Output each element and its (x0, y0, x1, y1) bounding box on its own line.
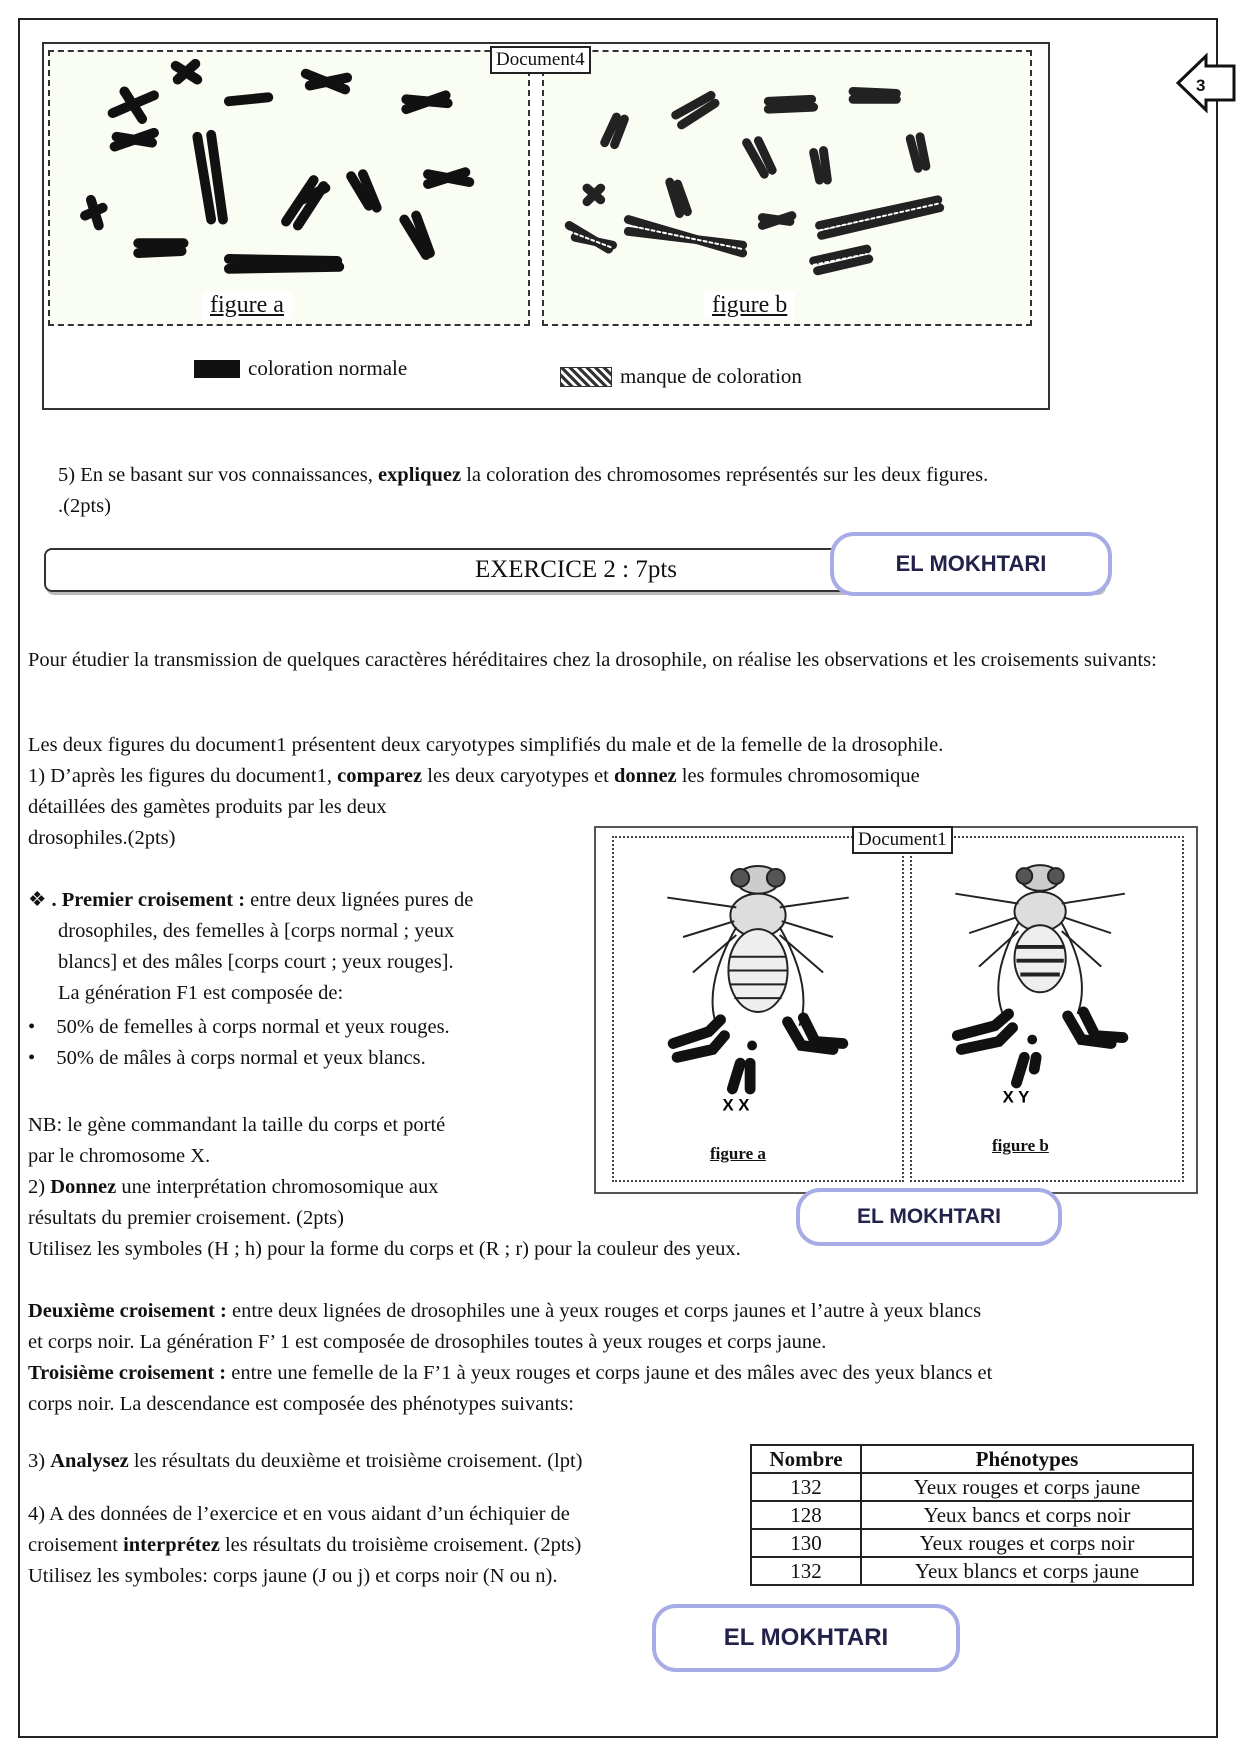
column-header-nombre: Nombre (751, 1445, 861, 1473)
document4-figure (42, 42, 1050, 410)
chromosomes-missing-coloration-image (544, 52, 1030, 324)
document1-description: Les deux figures du document1 présentent deux caryotypes simplifiés du male et de la femelle de la drosophile. (28, 734, 944, 756)
page-tab-arrow-icon (1176, 52, 1236, 114)
table-cell-phenotype: Yeux rouges et corps noir (861, 1529, 1193, 1557)
question-5: 5) En se basant sur vos connaissances, expliquez la coloration des chromosomes représentés sur les deux figures. .(2pts) (58, 464, 989, 517)
question-2: 2) Donnez une interprétation chromosomique aux résultats du premier croisement. (2pts) (28, 1176, 439, 1229)
male-sex-chromosomes-label: X Y (1002, 1087, 1030, 1107)
female-sex-chromosomes-label: X X (722, 1095, 750, 1115)
table-header-row (751, 1445, 1193, 1473)
legend-missing-label: manque de coloration (620, 364, 802, 388)
document4-figure-a-caption: figure a (202, 292, 292, 319)
table-row (751, 1473, 1193, 1501)
document1-label: Document1 (852, 826, 953, 854)
document1-figure-b-caption: figure b (992, 1136, 1049, 1155)
table-row (751, 1557, 1193, 1585)
document1-figure-a-panel (612, 836, 904, 1182)
document4-figure-b-caption: figure b (704, 292, 795, 319)
bullet-dot-icon: • (28, 1016, 36, 1038)
table-cell-phenotype: Yeux bancs et corps noir (861, 1501, 1193, 1529)
f1-result-bullet-1: • 50% de femelles à corps normal et yeux rouges. (28, 1016, 450, 1038)
document4-figure-b-panel (542, 50, 1032, 326)
table-row (751, 1529, 1193, 1557)
symbols-instruction: Utilisez les symboles (H ; h) pour la forme du corps et (R ; r) pour la couleur des yeux. (28, 1238, 741, 1260)
chromosomes-normal-coloration-image (50, 52, 528, 324)
document1-figure-b-panel (910, 836, 1184, 1182)
first-cross: ❖ . Premier croisement : entre deux lignées pures de drosophiles, des femelles à [corps normal ; yeux blancs] et des mâles [corps court ; yeux rouges]. La génération F1 est composée de: (28, 889, 474, 1004)
document1-figure-a-caption: figure a (710, 1144, 766, 1163)
table-cell-count: 132 (751, 1557, 861, 1585)
question-5-points: .(2pts) (58, 495, 111, 517)
page-number: 3 (1196, 76, 1206, 95)
column-header-phenotypes: Phénotypes (861, 1445, 1193, 1473)
black-swatch-icon (194, 360, 240, 378)
document4-figure-a-panel (48, 50, 530, 326)
f1-result-bullet-2: • 50% de mâles à corps normal et yeux blancs. (28, 1047, 426, 1069)
bullet-dot-icon: • (28, 1047, 36, 1069)
hatched-swatch-icon (560, 367, 612, 387)
legend-missing-coloration (560, 364, 802, 389)
exercise-intro: Pour étudier la transmission de quelques caractères héréditaires chez la drosophile, on réalise les observations et les croisements suivants: (28, 649, 1157, 671)
diamond-bullet-icon: ❖ (28, 889, 47, 911)
table-cell-count: 130 (751, 1529, 861, 1557)
document1-figure (594, 826, 1198, 1194)
female-drosophila-karyotype-image (614, 838, 902, 1180)
legend-normal-label: coloration normale (248, 356, 408, 380)
legend-normal-coloration (194, 356, 407, 381)
watermark-stamp-2: EL MOKHTARI (796, 1188, 1062, 1246)
watermark-stamp-3: EL MOKHTARI (652, 1604, 960, 1672)
table-cell-phenotype: Yeux blancs et corps jaune (861, 1557, 1193, 1585)
question-1-continued: détaillées des gamètes produits par les deux drosophiles.(2pts) (28, 796, 387, 849)
table-cell-phenotype: Yeux rouges et corps jaune (861, 1473, 1193, 1501)
table-cell-count: 132 (751, 1473, 861, 1501)
document4-label: Document4 (490, 46, 591, 74)
nb-note: NB: le gène commandant la taille du corps et porté par le chromosome X. (28, 1114, 446, 1167)
phenotype-table (750, 1444, 1194, 1586)
table-row (751, 1501, 1193, 1529)
question-1: 1) D’après les figures du document1, comparez les deux caryotypes et donnez les formules chromosomique (28, 765, 920, 787)
watermark-stamp-1: EL MOKHTARI (830, 532, 1112, 596)
male-drosophila-karyotype-image (912, 838, 1182, 1180)
exercise-2-title: EXERCICE 2 : 7pts (474, 556, 678, 583)
questions-3-4: 3) Analysez les résultats du deuxième et troisième croisement. (lpt) 4) A des données de l’exercice et en vous aidant d’un échiquier de croisement interprétez les résultats du troisième croisement. (2pts) Utilisez les symboles: corps jaune (J ou j) et corps noir (N ou n). (28, 1450, 583, 1587)
table-cell-count: 128 (751, 1501, 861, 1529)
second-third-cross: Deuxième croisement : entre deux lignées de drosophiles une à yeux rouges et corps jaunes et l’autre à yeux blancs et corps noir. La génération F’ 1 est composée de drosophiles toutes à yeux rouges et corps jaune. Troisième croisement : entre une femelle de la F’1 à yeux rouges et corps jaune et des mâles avec des yeux blancs et corps noir. La descendance est composée des phénotypes suivants: (28, 1300, 993, 1415)
